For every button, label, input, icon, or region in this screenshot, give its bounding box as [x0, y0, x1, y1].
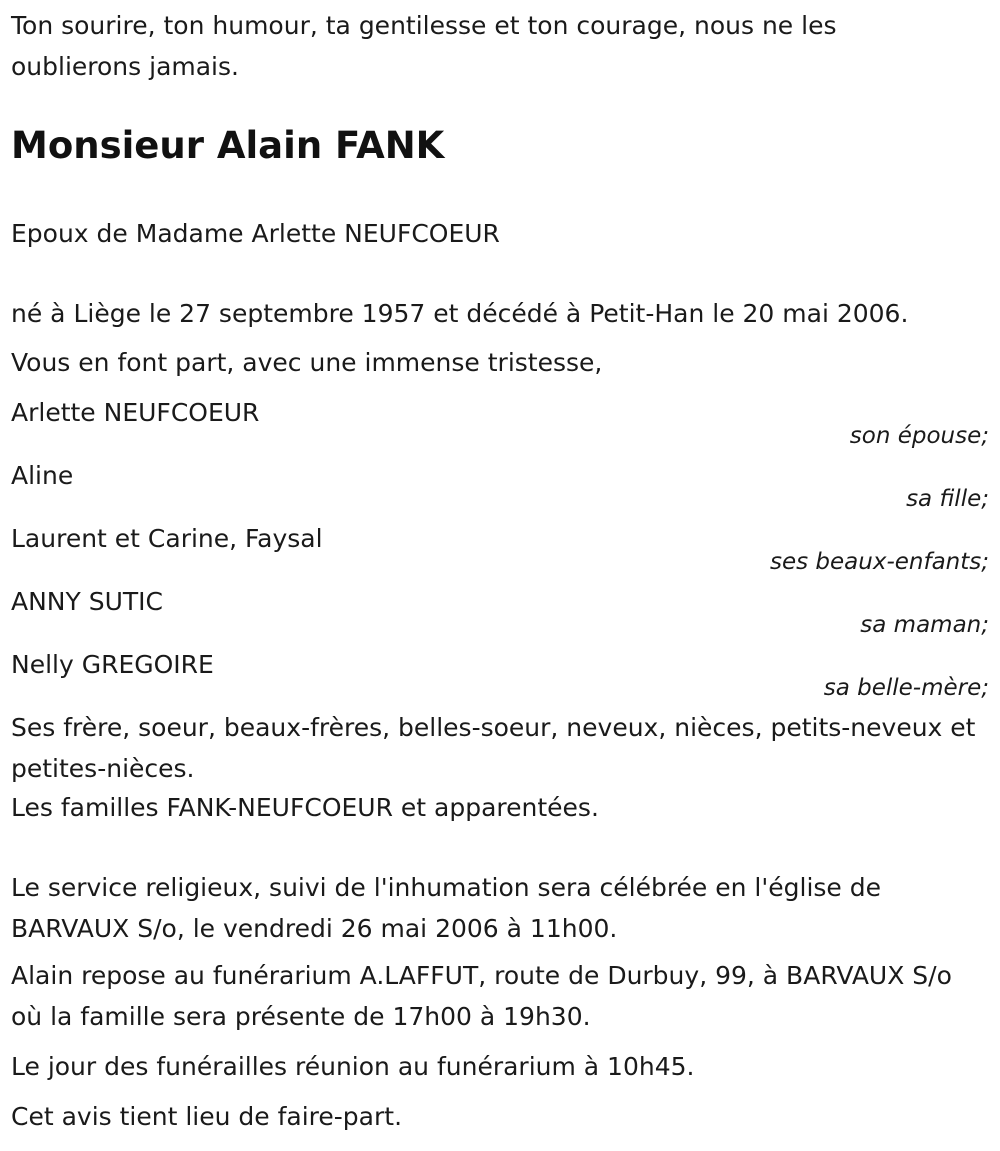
family-member-relation: sa maman;: [860, 612, 989, 638]
family-member-name: ANNY SUTIC: [11, 587, 163, 616]
family-member-relation: ses beaux-enfants;: [769, 549, 989, 575]
closing-line: Cet avis tient lieu de faire-part.: [11, 1102, 403, 1131]
intro-text: Ton sourire, ton humour, ta gentilesse et ton courage, nous ne les oublierons jamais.: [11, 11, 837, 81]
family-member-name: Nelly GREGOIRE: [11, 650, 214, 679]
extended-family-text: Ses frère, soeur, beaux-frères, belles-soeur, neveux, nièces, petits-neveux et petites-nièces.: [11, 713, 976, 783]
spouse-line: Epoux de Madame Arlette NEUFCOEUR: [11, 219, 500, 248]
family-member-relation: sa fille;: [906, 486, 989, 512]
service-text: Le service religieux, suivi de l'inhumation sera célébrée en l'église de BARVAUX S/o, le vendredi 26 mai 2006 à 11h00.: [11, 873, 881, 943]
family-member-name: Aline: [11, 461, 74, 490]
announcement-line: Vous en font part, avec une immense tristesse,: [11, 348, 603, 377]
funerarium-text: Alain repose au funérarium A.LAFFUT, route de Durbuy, 99, à BARVAUX S/o où la famille sera présente de 17h00 à 19h30.: [11, 961, 952, 1031]
families-line: Les familles FANK-NEUFCOEUR et apparentées.: [11, 793, 599, 822]
family-member-relation: son épouse;: [849, 423, 989, 449]
funeral-day-line: Le jour des funérailles réunion au funérarium à 10h45.: [11, 1052, 695, 1081]
family-member-name: Laurent et Carine, Faysal: [11, 524, 323, 553]
birth-death-line: né à Liège le 27 septembre 1957 et décédé à Petit-Han le 20 mai 2006.: [11, 299, 909, 328]
deceased-name-title: Monsieur Alain FANK: [11, 124, 445, 167]
family-member-name: Arlette NEUFCOEUR: [11, 398, 260, 427]
family-member-relation: sa belle-mère;: [823, 675, 989, 701]
